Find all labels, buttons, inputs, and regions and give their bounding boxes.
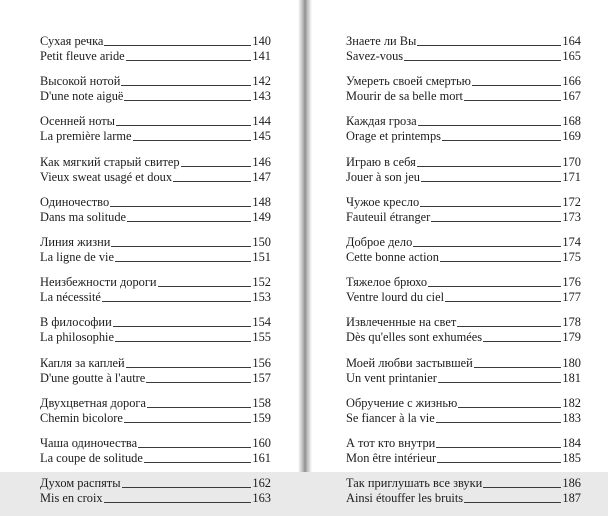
french-title: Jouer à son jeu	[346, 169, 420, 184]
contents-entry	[346, 356, 581, 396]
leader-line	[146, 382, 251, 383]
leader-line	[111, 246, 251, 247]
russian-title: Знаете ли Вы	[346, 34, 417, 48]
page-number: 164	[562, 34, 581, 48]
french-title: Orage et printemps	[346, 129, 441, 144]
leader-line	[458, 407, 561, 408]
french-title: Chemin bicolore	[40, 410, 123, 425]
french-title-row	[40, 411, 271, 426]
contents-entry	[40, 356, 271, 396]
french-title: Dans ma solitude	[40, 209, 127, 224]
french-title-row	[40, 89, 271, 104]
russian-title-row	[40, 315, 271, 330]
french-title: D'une note aiguë	[40, 89, 124, 104]
leader-line	[420, 206, 561, 207]
french-title-row	[346, 250, 581, 265]
page-number: 166	[562, 74, 581, 89]
french-title-row	[346, 210, 581, 225]
leader-line	[138, 447, 251, 448]
leader-line	[445, 301, 561, 302]
page-number: 163	[252, 491, 271, 506]
page-number: 158	[252, 395, 271, 410]
page-number: 179	[562, 330, 581, 345]
russian-title: Каждая гроза	[346, 114, 417, 129]
russian-title: Как мягкий старый свитер	[40, 154, 180, 169]
page-number: 170	[562, 154, 581, 169]
french-title-row	[346, 491, 581, 506]
right-page	[308, 0, 608, 506]
russian-title: Линия жизни	[40, 234, 111, 249]
french-title-row	[346, 451, 581, 466]
page-number: 146	[252, 154, 271, 169]
russian-title: Доброе дело	[346, 234, 413, 249]
contents-entry	[40, 436, 271, 476]
leader-line	[436, 447, 561, 448]
russian-title: Чужое кресло	[346, 194, 420, 209]
french-title: La première larme	[40, 129, 132, 144]
page-number: 185	[562, 450, 581, 465]
russian-title: Осенней ноты	[40, 114, 115, 129]
russian-title: Играю в себя	[346, 154, 416, 169]
contents-entry	[346, 396, 581, 436]
contents-entry	[40, 476, 271, 516]
russian-title: Духом распяты	[40, 476, 121, 491]
contents-entry	[40, 195, 271, 235]
contents-entry	[40, 275, 271, 315]
page-number: 187	[562, 491, 581, 506]
french-title-row	[346, 411, 581, 426]
french-title-row	[40, 129, 271, 144]
french-title-row	[40, 250, 271, 265]
page-number: 148	[252, 194, 271, 209]
contents-entry	[40, 315, 271, 355]
leader-line	[126, 367, 252, 368]
french-title: Mon être intérieur	[346, 450, 437, 465]
french-title: La philosophie	[40, 330, 114, 345]
leader-line	[113, 326, 252, 327]
russian-title-row	[40, 155, 271, 170]
russian-title-row	[346, 356, 581, 371]
leader-line	[417, 166, 562, 167]
page-number: 155	[252, 330, 271, 345]
french-title-row	[346, 371, 581, 386]
leader-line	[474, 367, 562, 368]
french-title: Mourir de sa belle mort	[346, 89, 463, 104]
french-title: Mis en croix	[40, 491, 103, 506]
contents-entry	[346, 235, 581, 275]
leader-line	[483, 341, 561, 342]
leader-line	[115, 341, 251, 342]
russian-title-row	[346, 235, 581, 250]
leader-line	[115, 261, 251, 262]
russian-title-row	[40, 235, 271, 250]
french-title: Dès qu'elles sont exhumées	[346, 330, 483, 345]
leader-line	[417, 45, 561, 46]
page-number: 147	[252, 169, 271, 184]
page-number: 144	[252, 114, 271, 129]
contents-entry	[40, 34, 271, 74]
russian-title-row	[40, 356, 271, 371]
page-number: 176	[562, 275, 581, 290]
leader-line	[438, 382, 562, 383]
russian-title-row	[346, 436, 581, 451]
page-number: 151	[252, 249, 271, 264]
leader-line	[440, 261, 562, 262]
russian-title: Двухцветная дорога	[40, 395, 146, 410]
russian-title: Высокой нотой	[40, 74, 121, 89]
french-title-row	[346, 290, 581, 305]
page-number: 143	[252, 89, 271, 104]
russian-title-row	[346, 315, 581, 330]
page-number: 145	[252, 129, 271, 144]
contents-entry	[346, 436, 581, 476]
russian-title-row	[346, 476, 581, 491]
leader-line	[428, 286, 561, 287]
page-number: 162	[252, 476, 271, 491]
french-title: Vieux sweat usagé et doux	[40, 169, 173, 184]
page-number: 178	[562, 315, 581, 330]
left-page	[0, 0, 302, 506]
contents-entry	[346, 195, 581, 235]
leader-line	[173, 181, 251, 182]
leader-line	[133, 140, 252, 141]
leader-line	[418, 125, 562, 126]
leader-line	[404, 60, 561, 61]
russian-title: Чаша одиночества	[40, 435, 138, 450]
french-title-row	[40, 330, 271, 345]
russian-title-row	[40, 74, 271, 89]
page-number: 168	[562, 114, 581, 129]
leader-line	[483, 487, 561, 488]
page-number: 181	[562, 370, 581, 385]
leader-line	[126, 60, 252, 61]
russian-title: Извлеченные на свет	[346, 315, 457, 330]
leader-line	[181, 166, 252, 167]
french-title: D'une goutte à l'autre	[40, 370, 146, 385]
russian-title: Одиночество	[40, 194, 110, 209]
leader-line	[124, 422, 251, 423]
russian-title: Сухая речка	[40, 34, 104, 48]
page-number: 153	[252, 290, 271, 305]
book-gutter	[298, 0, 312, 472]
leader-line	[122, 487, 252, 488]
page-number: 173	[562, 209, 581, 224]
french-title: Savez-vous	[346, 49, 404, 63]
french-title: Petit fleuve aride	[40, 49, 125, 63]
leader-line	[413, 246, 561, 247]
leader-line	[104, 502, 252, 503]
russian-title: Умереть своей смертью	[346, 74, 471, 89]
contents-entry	[40, 235, 271, 275]
contents-entry	[346, 315, 581, 355]
russian-title: В философии	[40, 315, 112, 330]
leader-line	[472, 85, 561, 86]
russian-title-row	[346, 195, 581, 210]
french-title-row	[40, 371, 271, 386]
french-title: Fauteuil étranger	[346, 209, 431, 224]
leader-line	[127, 221, 251, 222]
french-title-row	[346, 170, 581, 185]
leader-line	[158, 286, 252, 287]
french-title: La nécessité	[40, 290, 101, 305]
contents-entry	[346, 34, 581, 74]
leader-line	[104, 45, 251, 46]
french-title-row	[40, 451, 271, 466]
russian-title-row	[40, 396, 271, 411]
french-title-row	[346, 129, 581, 144]
page-number: 182	[562, 395, 581, 410]
contents-entry	[346, 155, 581, 195]
russian-title: Тяжелое брюхо	[346, 275, 428, 290]
page-number: 160	[252, 435, 271, 450]
leader-line	[421, 181, 561, 182]
french-title-row	[40, 210, 271, 225]
russian-title-row	[40, 436, 271, 451]
page-number: 174	[562, 234, 581, 249]
contents-entry	[40, 396, 271, 436]
french-title-row	[40, 491, 271, 506]
page-number: 180	[562, 355, 581, 370]
french-title-row	[40, 290, 271, 305]
leader-line	[124, 100, 251, 101]
french-title: Un vent printanier	[346, 370, 437, 385]
leader-line	[436, 422, 562, 423]
russian-title: Обручение с жизнью	[346, 395, 458, 410]
leader-line	[464, 100, 561, 101]
page-number: 172	[562, 194, 581, 209]
french-title-row	[346, 89, 581, 104]
russian-title-row	[40, 114, 271, 129]
page-number: 156	[252, 355, 271, 370]
page-number: 171	[562, 169, 581, 184]
russian-title: А тот кто внутри	[346, 435, 436, 450]
leader-line	[116, 125, 251, 126]
contents-entry	[346, 476, 581, 516]
russian-title-row	[40, 195, 271, 210]
page-number: 149	[252, 209, 271, 224]
page-number: 186	[562, 476, 581, 491]
russian-title-row	[346, 114, 581, 129]
russian-title-row	[40, 34, 271, 49]
leader-line	[442, 140, 561, 141]
page-number: 157	[252, 370, 271, 385]
russian-title: Так приглушать все звуки	[346, 476, 483, 491]
leader-line	[457, 326, 561, 327]
contents-list-right	[346, 34, 581, 516]
page-number: 150	[252, 234, 271, 249]
leader-line	[110, 206, 251, 207]
page-number: 165	[562, 49, 581, 63]
page-number: 159	[252, 410, 271, 425]
russian-title: Моей любви застывшей	[346, 355, 473, 370]
page-number: 152	[252, 275, 271, 290]
contents-entry	[346, 74, 581, 114]
page-number: 140	[252, 34, 271, 48]
russian-title-row	[346, 74, 581, 89]
page-number: 175	[562, 249, 581, 264]
page-number: 161	[252, 450, 271, 465]
french-title-row	[346, 330, 581, 345]
contents-entry	[40, 155, 271, 195]
russian-title-row	[40, 476, 271, 491]
contents-list-left	[40, 34, 271, 516]
leader-line	[144, 462, 252, 463]
french-title-row	[40, 49, 271, 64]
russian-title: Капля за каплей	[40, 355, 125, 370]
french-title: La coupe de solitude	[40, 450, 143, 465]
contents-entry	[40, 114, 271, 154]
french-title: Ventre lourd du ciel	[346, 290, 445, 305]
page-number: 141	[252, 49, 271, 63]
leader-line	[431, 221, 561, 222]
page-number: 184	[562, 435, 581, 450]
page-number: 154	[252, 315, 271, 330]
leader-line	[437, 462, 561, 463]
french-title: La ligne de vie	[40, 249, 114, 264]
russian-title-row	[346, 155, 581, 170]
russian-title-row	[346, 396, 581, 411]
leader-line	[121, 85, 251, 86]
french-title-row	[346, 49, 581, 64]
leader-line	[147, 407, 251, 408]
page-number: 169	[562, 129, 581, 144]
leader-line	[464, 502, 561, 503]
french-title: Cette bonne action	[346, 249, 439, 264]
contents-entry	[346, 275, 581, 315]
page-number: 167	[562, 89, 581, 104]
leader-line	[102, 301, 252, 302]
page-number: 183	[562, 410, 581, 425]
russian-title: Неизбежности дороги	[40, 275, 157, 290]
russian-title-row	[346, 275, 581, 290]
contents-entry	[346, 114, 581, 154]
french-title: Se fiancer à la vie	[346, 410, 435, 425]
french-title-row	[40, 170, 271, 185]
page-number: 177	[562, 290, 581, 305]
contents-entry	[40, 74, 271, 114]
page-number: 142	[252, 74, 271, 89]
russian-title-row	[40, 275, 271, 290]
french-title: Ainsi étouffer les bruits	[346, 491, 464, 506]
russian-title-row	[346, 34, 581, 49]
